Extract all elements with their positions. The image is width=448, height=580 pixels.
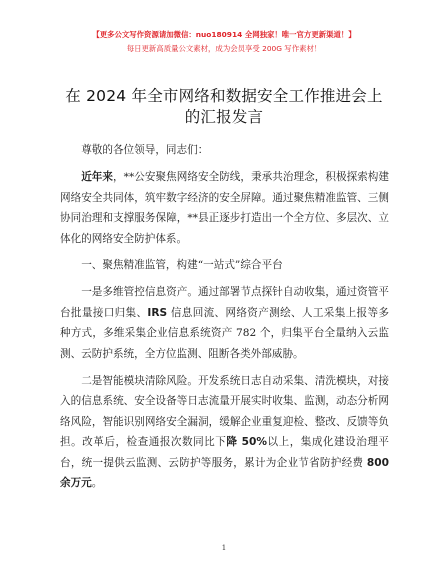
promo-banner — [0, 28, 448, 56]
paragraph-2-text-b: 以上，集成化建设治理平台，统一提供云监测、云防护等服务，累计为企业节省防护经费 — [60, 436, 390, 469]
paragraph-1-text-c: 个，归集平台全量纳入云监测、云防护系统，全方位监测、阻断各类外部威胁。 — [60, 327, 389, 360]
intro-paragraph — [60, 167, 389, 249]
salutation: 尊敬的各位领导，同志们： — [81, 144, 209, 156]
page-number: 1 — [221, 544, 227, 552]
intro-lead: 近年来 — [81, 171, 114, 184]
paragraph-1-text-b: 信息回流、网络资产测绘、人工采集上报等多种方式，多维采集企业信息系统资产 — [60, 306, 389, 340]
paragraph-1-irs: IRS — [147, 306, 168, 319]
paragraph-2-savings: 800 余万元 — [60, 456, 389, 490]
section-1-heading: 一、聚焦精准监管，构建“一站式”综合平台 — [81, 259, 283, 272]
intro-text: ，**公安聚焦网络安全防线，秉承共治理念，积极探索构建网络安全共同体，筑牢数字经济的安全屏障。通过聚焦精准监管、三侧协同治理和支撑服务保障，**县正逐步打造出一个全方位、多层次、立体化的网络安全防护体系。 — [60, 171, 390, 245]
promo-banner-line-2: 每日更新高质量公文素材，成为会员享受 200G 写作素材！ — [126, 44, 322, 53]
paragraph-2-text-c: 。 — [91, 477, 103, 490]
paragraph-1-text-a: 一是多维管控信息资产。通过部署节点探针自动收集，通过资管平台批量接口归集、 — [60, 286, 389, 319]
paragraph-2 — [60, 371, 389, 493]
paragraph-1 — [60, 282, 389, 364]
paragraph-1-asset-count: 782 — [236, 327, 257, 340]
paragraph-2-text-a: 二是智能模块清除风险。开发系统日志自动采集、清洗模块，对接入的信息系统、安全设备等日志流量开展实时收集、监测，动态分析网络风险，智能识别网络安全漏洞，缓解企业重复迎检、整改、反馈等负担。改革后，检查通报次数同比下 — [60, 375, 389, 449]
document-body — [60, 140, 389, 494]
paragraph-2-reduction: 降 50% — [226, 436, 268, 449]
document-title: 在 2024 年全市网络和数据安全工作推进会上的汇报发言 — [65, 87, 383, 126]
promo-banner-line-1: 【更多公文写作资源请加微信：nuo180914 全网独家！唯一官方更新渠道！】 — [92, 30, 356, 39]
